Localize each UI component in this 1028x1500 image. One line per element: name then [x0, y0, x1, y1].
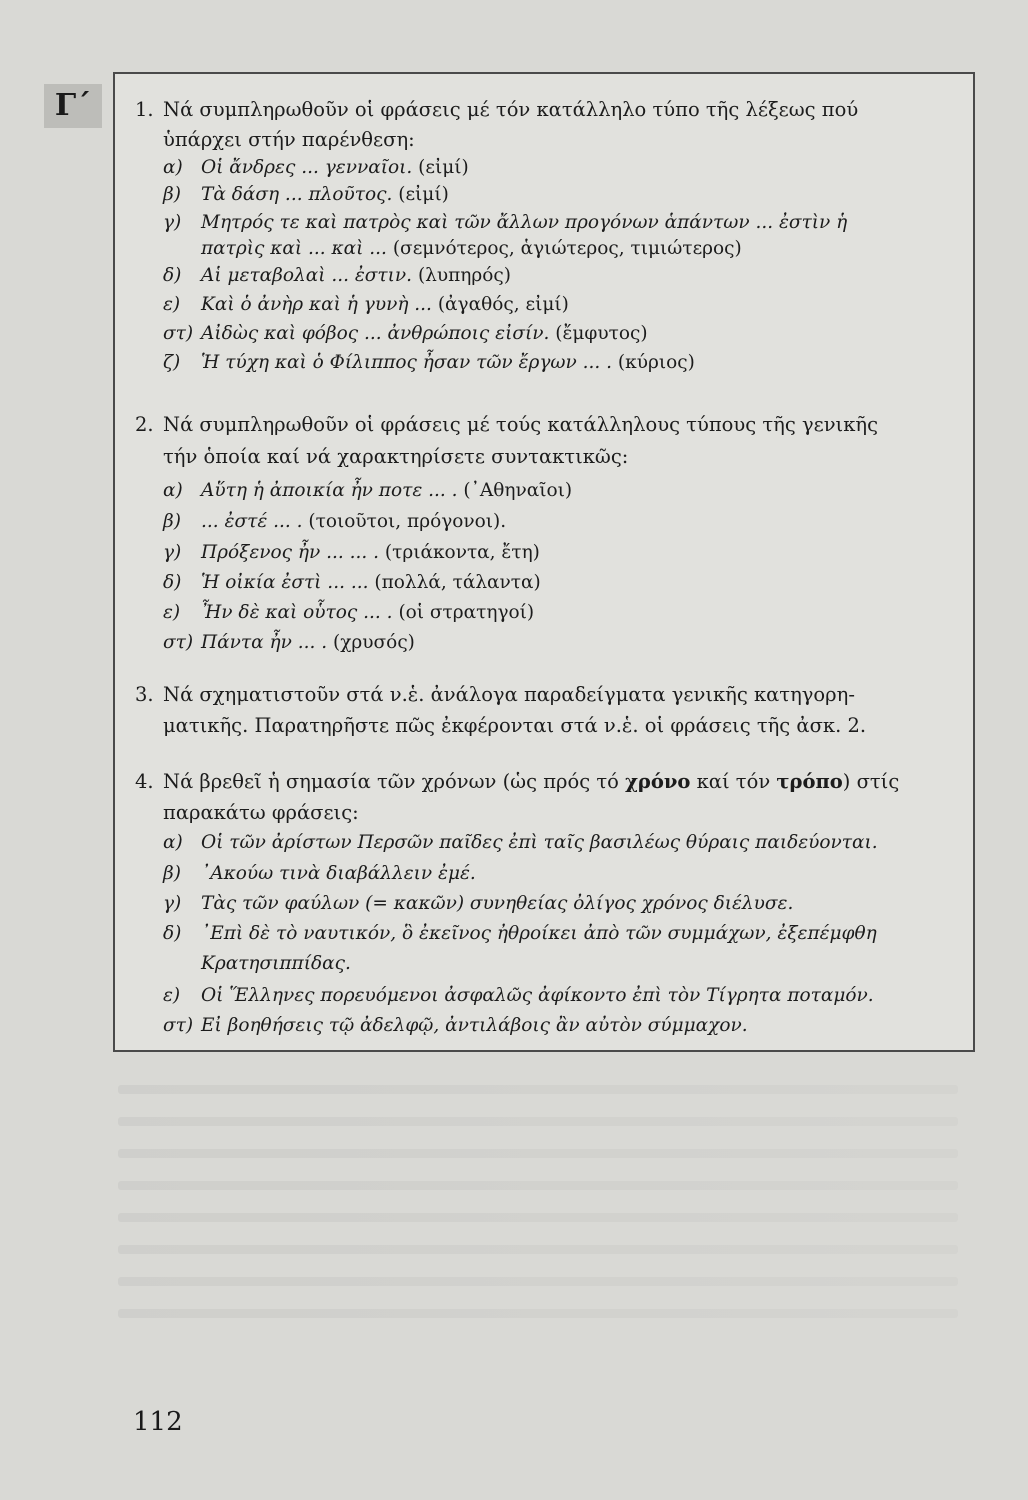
item-text: Κρατησιππίδας. [201, 953, 351, 974]
list-item [163, 830, 878, 856]
item-text: Ἦν δὲ καὶ οὗτος ... . [201, 602, 393, 623]
item-text: Πάντα ἦν ... . [201, 632, 328, 653]
section-mark: Γ΄ [44, 84, 102, 128]
question-4-cont [135, 798, 965, 828]
item-text: πατρὶς καὶ ... καὶ ... [201, 238, 387, 259]
item-label: β) [163, 511, 181, 532]
item-label: δ) [163, 923, 182, 944]
list-item [163, 155, 469, 181]
item-label: α) [163, 480, 183, 501]
question-3-cont [135, 711, 965, 741]
item-label: γ) [163, 212, 182, 233]
list-item [163, 350, 695, 376]
item-text: Ἡ τύχη καὶ ὁ Φίλιππος ἦσαν τῶν ἔργων ... . [201, 352, 613, 373]
item-text: Εἰ βοηθήσεις τῷ ἀδελφῷ, ἀντιλάβοις ἂν αὐτὸν σύμμαχον. [201, 1015, 748, 1036]
question-text: Νά συμπληρωθοῦν οἱ φράσεις μέ τόν κατάλληλο τύπο τῆς λέξεως πού [163, 98, 859, 121]
item-hint: (εἰμί) [398, 184, 449, 205]
item-hint: (τριάκοντα, ἔτη) [384, 542, 540, 563]
question-number: 1. [135, 98, 154, 121]
item-hint: (πολλά, τάλαντα) [374, 572, 541, 593]
list-item [201, 236, 742, 262]
list-item [163, 600, 534, 626]
item-label: ε) [163, 602, 181, 623]
item-hint: (᾿Αθηναῖοι) [463, 480, 573, 501]
item-hint: (χρυσός) [333, 632, 415, 653]
list-item [163, 630, 415, 656]
question-2 [135, 410, 965, 440]
item-text: Αὕτη ἡ ἀποικία ἦν ποτε ... . [201, 480, 458, 501]
item-hint: (ἔμφυτος) [555, 323, 648, 344]
question-text: Νά βρεθεῖ ἡ σημασία τῶν χρόνων (ὡς πρός τό [163, 770, 626, 793]
bleed-line [118, 1149, 958, 1158]
emphasis-time: χρόνο [625, 770, 691, 793]
question-text: ) στίς [842, 770, 900, 793]
item-text: ᾿Επὶ δὲ τὸ ναυτικόν, ὃ ἐκεῖνος ἠθροίκει ἀπὸ τῶν συμμάχων, ἐξεπέμφθη [201, 923, 877, 944]
question-text: Νά συμπληρωθοῦν οἱ φράσεις μέ τούς κατάλληλους τύπους τῆς γενικῆς [163, 413, 878, 436]
question-1 [135, 95, 965, 125]
item-label: β) [163, 184, 181, 205]
question-3 [135, 680, 965, 710]
question-text: ὑπάρχει στήν παρένθεση: [163, 128, 415, 151]
bleed-line [118, 1117, 958, 1126]
question-text: παρακάτω φράσεις: [163, 801, 359, 824]
list-item [163, 509, 506, 535]
question-text: τήν ὁποία καί νά χαρακτηρίσετε συντακτικῶς: [163, 445, 629, 468]
item-label: γ) [163, 542, 182, 563]
question-text: καί τόν [690, 770, 777, 793]
item-text: Πρόξενος ἦν ... ... . [201, 542, 380, 563]
question-number: 3. [135, 683, 154, 706]
item-label: α) [163, 157, 183, 178]
item-label: δ) [163, 572, 182, 593]
item-text: ᾿Ακούω τινὰ διαβάλλειν ἐμέ. [201, 863, 476, 884]
list-item [201, 951, 351, 977]
list-item [163, 570, 541, 596]
item-text: Τὰς τῶν φαύλων (= κακῶν) συνηθείας ὀλίγος χρόνος διέλυσε. [201, 893, 794, 914]
item-label: ε) [163, 985, 181, 1006]
list-item [163, 1013, 748, 1039]
bleed-line [118, 1213, 958, 1222]
item-label: ε) [163, 294, 181, 315]
emphasis-mode: τρόπο [776, 770, 843, 793]
item-text: Οἱ Ἕλληνες πορευόμενοι ἀσφαλῶς ἀφίκοντο ἐπὶ τὸν Τίγρητα ποταμόν. [201, 985, 874, 1006]
item-label: γ) [163, 893, 182, 914]
item-hint: (λυπηρός) [417, 265, 511, 286]
item-text: Αἱ μεταβολαὶ ... ἐστιν. [201, 265, 413, 286]
page-number: 112 [133, 1407, 183, 1437]
item-hint: (οἱ στρατηγοί) [398, 602, 535, 623]
item-label: δ) [163, 265, 182, 286]
item-text: Μητρός τε καὶ πατρὸς καὶ τῶν ἄλλων προγόνων ἁπάντων ... ἐστὶν ἡ [201, 212, 848, 233]
item-text: Οἱ τῶν ἀρίστων Περσῶν παῖδες ἐπὶ ταῖς βασιλέως θύραις παιδεύονται. [201, 832, 878, 853]
item-label: α) [163, 832, 183, 853]
item-label: στ) [163, 1015, 194, 1036]
list-item [163, 540, 540, 566]
bleed-line [118, 1277, 958, 1286]
item-hint: (σεμνότερος, ἁγιώτερος, τιμιώτερος) [392, 238, 742, 259]
question-2-cont [135, 442, 965, 472]
question-text: Νά σχηματιστοῦν στά ν.ἑ. ἀνάλογα παραδείγματα γενικῆς κατηγορη- [163, 683, 855, 706]
item-hint: (τοιοῦτοι, πρόγονοι). [308, 511, 507, 532]
item-text: Ἡ οἰκία ἐστὶ ... ... [201, 572, 369, 593]
item-text: Καὶ ὁ ἀνὴρ καὶ ἡ γυνὴ ... [201, 294, 432, 315]
list-item [163, 182, 449, 208]
item-text: ... ἐστέ ... . [201, 511, 303, 532]
list-item [163, 861, 476, 887]
list-item [163, 210, 847, 236]
item-text: Οἱ ἄνδρες ... γενναῖοι. [201, 157, 413, 178]
question-1-cont [135, 125, 965, 155]
item-label: ζ) [163, 352, 181, 373]
bleed-line [118, 1245, 958, 1254]
list-item [163, 478, 572, 504]
bleed-line [118, 1181, 958, 1190]
item-label: στ) [163, 323, 194, 344]
question-number: 4. [135, 770, 154, 793]
item-hint: (ἀγαθός, εἰμί) [437, 294, 569, 315]
list-item [163, 891, 793, 917]
list-item [163, 321, 648, 347]
question-number: 2. [135, 413, 154, 436]
item-text: Αἰδὼς καὶ φόβος ... ἀνθρώποις εἰσίν. [201, 323, 550, 344]
question-text: ματικῆς. Παρατηρῆστε πῶς ἐκφέρονται στά ν.ἑ. οἱ φράσεις τῆς ἀσκ. 2. [163, 714, 867, 737]
list-item [163, 263, 511, 289]
item-hint: (εἰμί) [418, 157, 469, 178]
list-item [163, 983, 874, 1009]
bleed-line [118, 1309, 958, 1318]
list-item [163, 292, 569, 318]
question-4 [135, 767, 965, 797]
bleed-line [118, 1085, 958, 1094]
item-label: στ) [163, 632, 194, 653]
list-item [163, 921, 877, 947]
item-text: Τὰ δάση ... πλοῦτος. [201, 184, 393, 205]
item-hint: (κύριος) [617, 352, 695, 373]
item-label: β) [163, 863, 181, 884]
